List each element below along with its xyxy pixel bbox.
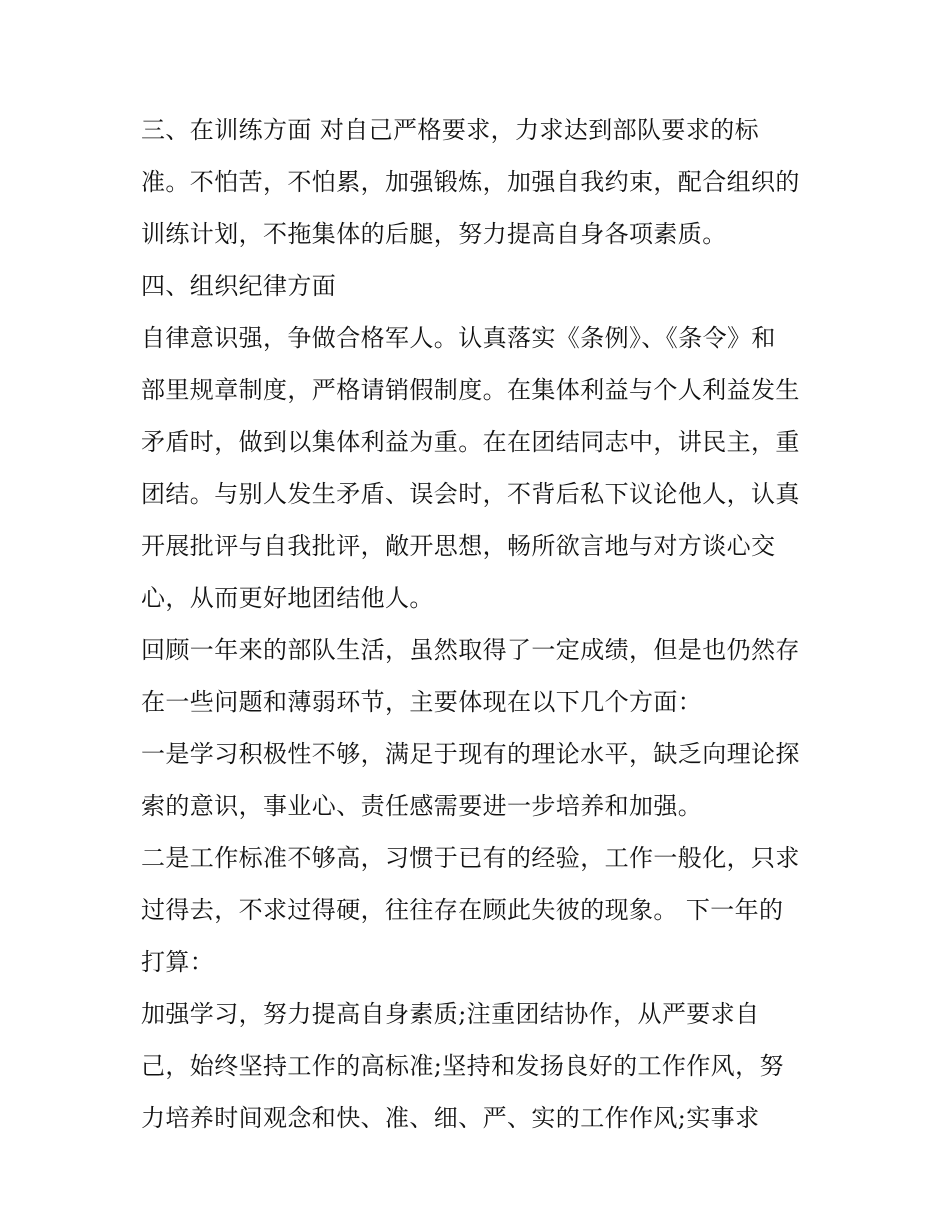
text-line: 索的意识，事业心、责任感需要进一步培养和加强。	[141, 792, 703, 820]
text-line: 过得去，不求过得硬，往往存在顾此失彼的现象。 下一年的	[141, 896, 784, 924]
text-line: 打算：	[141, 948, 215, 976]
text-line: 准。不怕苦，不怕累，加强锻炼，加强自我约束，配合组织的	[141, 168, 800, 196]
text-line: 三、在训练方面 对自己严格要求，力求达到部队要求的标	[141, 116, 760, 144]
text-line: 一是学习积极性不够，满足于现有的理论水平，缺乏向理论探	[141, 740, 800, 768]
text-line: 矛盾时，做到以集体利益为重。在在团结同志中，讲民主，重	[141, 428, 800, 456]
text-line: 己，始终坚持工作的高标准;坚持和发扬良好的工作作风，努	[141, 1052, 784, 1080]
text-line: 加强学习，努力提高自身素质;注重团结协作，从严要求自	[141, 1000, 760, 1028]
text-line: 部里规章制度，严格请销假制度。在集体利益与个人利益发生	[141, 376, 800, 404]
text-line: 团结。与别人发生矛盾、误会时，不背后私下议论他人，认真	[141, 480, 800, 508]
text-line: 回顾一年来的部队生活，虽然取得了一定成绩，但是也仍然存	[141, 636, 800, 664]
text-line: 二是工作标准不够高，习惯于已有的经验，工作一般化，只求	[141, 844, 800, 872]
document-body	[141, 104, 821, 1144]
text-line: 心，从而更好地团结他人。	[141, 584, 434, 612]
text-line: 开展批评与自我批评，敞开思想，畅所欲言地与对方谈心交	[141, 532, 776, 560]
text-line: 力培养时间观念和快、准、细、严、实的工作作风;实事求	[141, 1104, 760, 1132]
text-line: 训练计划，不拖集体的后腿，努力提高自身各项素质。	[141, 220, 727, 248]
text-line: 在一些问题和薄弱环节，主要体现在以下几个方面：	[141, 688, 703, 716]
text-line: 自律意识强，争做合格军人。认真落实《条例》、《条令》和	[141, 324, 776, 352]
section-heading: 四、组织纪律方面	[141, 272, 337, 300]
